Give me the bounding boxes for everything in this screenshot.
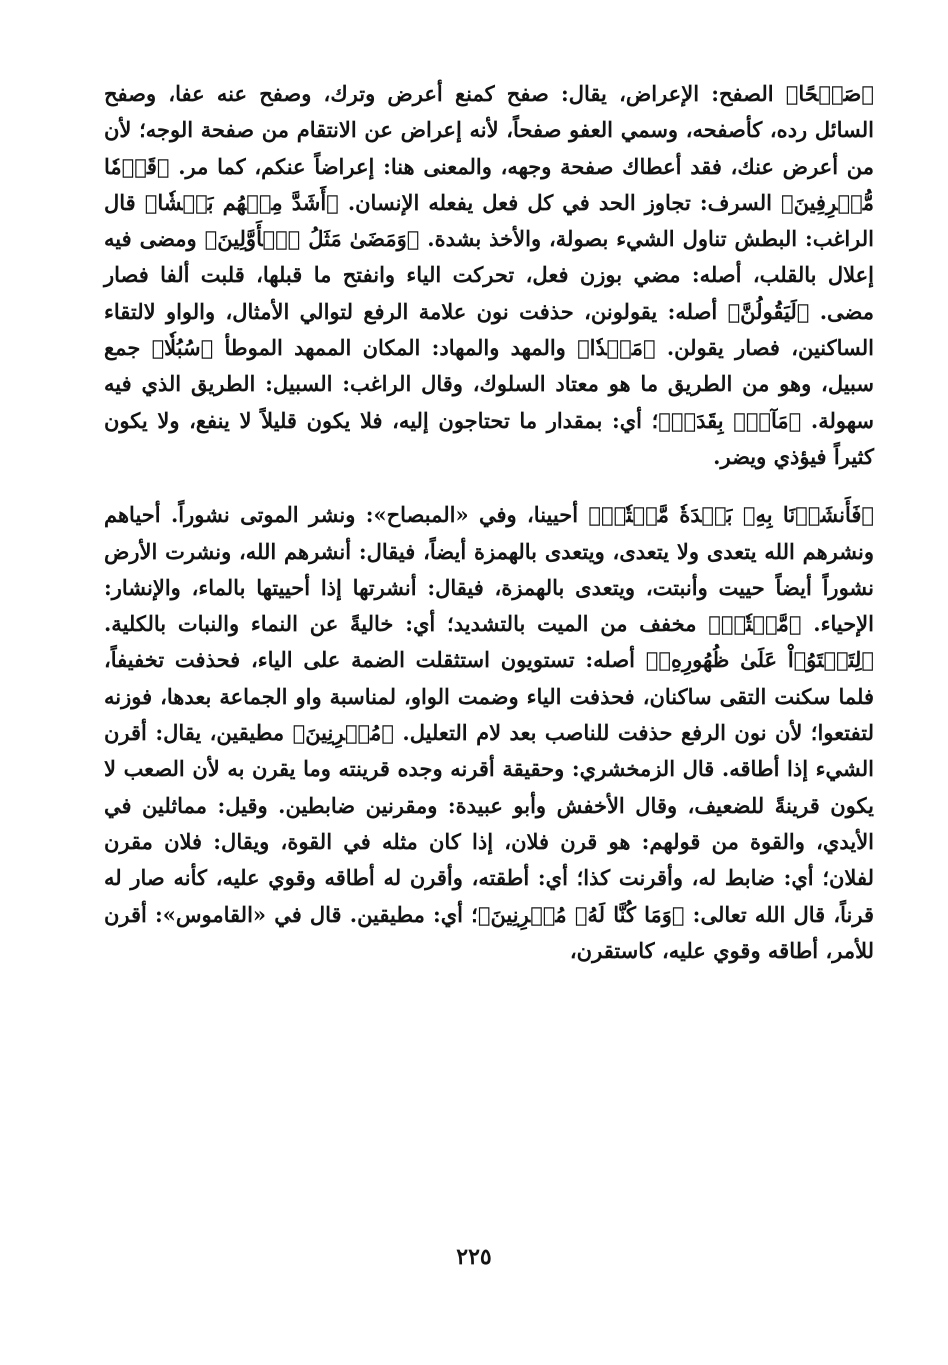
page-number: ٢٢٥ bbox=[456, 1244, 492, 1270]
paragraph-2: ﴿فَأَنشَرۡنَا بِهِۦ بَلۡدَةٗ مَّيۡتٗاۚ﴾ أحيينا، وفي «المبصاح»: ونشر الموتى نشوراً. أحياهم ونشرهم الله يتعدى ولا يتعدى، ويتعدى بالهمزة أيضاً، فيقال: أنشرهم الله، ونشرت الأرض نشوراً أيضاً حييت وأنبتت، ويتعدى بالهمزة، فيقال: أنشرتها إذا أحييتها بالماء، والإنشار: الإحياء. ﴿مَّيۡتٗاۚ﴾ مخفف من الميت بالتشديد؛ أي: خاليةً عن النماء والنبات بالكلية. ﴿لِتَسۡتَوُۥاْ عَلَىٰ ظُهُورِهِۦ﴾ أصله: تستويون استثقلت الضمة على الياء، فحذفت تخفيفاً، فلما سكنت التقى ساكنان، فحذفت الياء وضمت الواو، لمناسبة واو الجماعة بعدها، فوزنه لتفتعوا؛ لأن نون الرفع حذفت للناصب بعد لام التعليل. ﴿مُقۡرِنِينَ﴾ مطيقين، يقال: أقرن الشيء إذا أطاقه. قال الزمخشري: وحقيقة أقرنه وجده قرينته وما يقرن به لأن الصعب لا يكون قرينةً للضعيف، وقال الأخفش وأبو عبيدة: ومقرنين ضابطين. وقيل: مماثلين في الأيدي، والقوة من قولهم: هو قرن فلان، إذا كان مثله في القوة، ويقال: فلان مقرن لفلان؛ أي: ضابط له، وأقرنت كذا؛ أي: أطقته، وأقرن له أطاقه وقوي عليه، كأنه صار له قرناً، قال الله تعالى: ﴿وَمَا كُنَّا لَهُۥ مُقۡرِنِينَ﴾؛ أي: مطيقين. قال في «القاموس»: أقرن للأمر، أطاقه وقوي عليه، كاستقرن، bbox=[104, 502, 874, 963]
page-body bbox=[104, 76, 874, 1276]
paragraph-1: ﴿صَفۡحًا﴾ الصفح: الإعراض، يقال: صفح كمنع أعرض وترك، وصفح عنه عفا، وصفح السائل رده، كأصفحه، وسمي العفو صفحاً، لأنه إعراض عن الانتقام من صفحة الوجه؛ لأن من أعرض عنك، فقد أعطاك صفحة وجهه، والمعنى هنا: إعراضاً عنكم، كما مر. ﴿قَوۡمٗا مُّسۡرِفِينَ﴾ السرف: تجاوز الحد في كل فعل يفعله الإنسان. ﴿أَشَدَّ مِنۡهُم بَطۡشٗا﴾ قال الراغب: البطش تناول الشيء بصولة، والأخذ بشدة. ﴿وَمَضَىٰ مَثَلُ ٱلۡأَوَّلِينَ﴾ ومضى فيه إعلال بالقلب، أصله: مضي بوزن فعل، تحركت الياء وانفتح ما قبلها، قلبت ألفا فصار مضى. ﴿لَيَقُولُنَّ﴾ أصله: يقولونن، حذفت نون علامة الرفع لتوالي الأمثال، والواو لالتقاء الساكنين، فصار يقولن. ﴿مَهۡدٗا﴾ والمهد والمهاد: المكان الممهد الموطأ ﴿سُبُلٗا﴾ جمع سبيل، وهو من الطريق ما هو معتاد السلوك، وقال الراغب: السبيل: الطريق الذي فيه سهولة. ﴿مَآءَۢ بِقَدَرٖ﴾؛ أي: بمقدار ما تحتاجون إليه، فلا يكون قليلاً لا ينفع، ولا يكون كثيراً فيؤذي ويضر. bbox=[104, 81, 874, 469]
